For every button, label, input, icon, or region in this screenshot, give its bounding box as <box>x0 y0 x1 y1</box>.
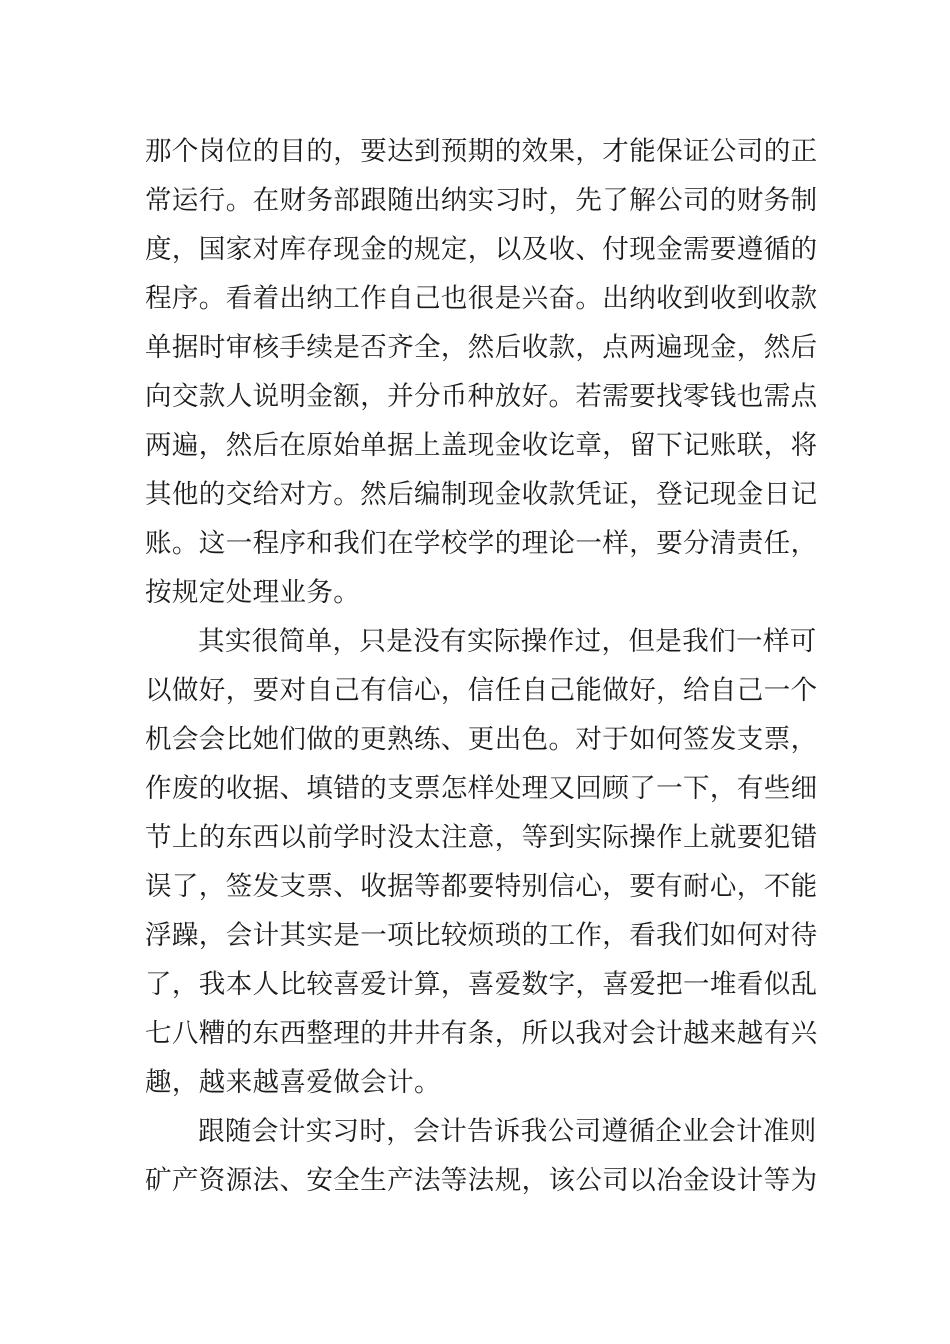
text-line: 作废的收据、填错的支票怎样处理又回顾了一下，有些细 <box>145 773 818 804</box>
paragraph-3 <box>145 1107 818 1205</box>
text-line: 七八糟的东西整理的井井有条，所以我对会计越来越有兴 <box>145 1018 818 1049</box>
text-line: 向交款人说明金额，并分币种放好。若需要找零钱也需点 <box>145 381 818 412</box>
text-line: 其实很简单，只是没有实际操作过，但是我们一样可 <box>198 626 817 657</box>
text-line: 节上的东西以前学时没太注意，等到实际操作上就要犯错 <box>145 822 818 853</box>
document-page <box>145 127 818 1205</box>
text-line: 两遍，然后在原始单据上盖现金收讫章，留下记账联，将 <box>145 430 818 461</box>
text-line: 跟随会计实习时，会计告诉我公司遵循企业会计准则 <box>198 1116 817 1147</box>
text-line: 其他的交给对方。然后编制现金收款凭证，登记现金日记 <box>145 479 818 510</box>
text-line: 趣，越来越喜爱做会计。 <box>145 1067 441 1098</box>
text-line: 了，我本人比较喜爱计算，喜爱数字，喜爱把一堆看似乱 <box>145 969 818 1000</box>
text-line: 那个岗位的目的，要达到预期的效果，才能保证公司的正 <box>145 136 818 167</box>
text-line: 误了，签发支票、收据等都要特别信心，要有耐心，不能 <box>145 871 818 902</box>
text-line: 浮躁，会计其实是一项比较烦琐的工作，看我们如何对待 <box>145 920 818 951</box>
text-line: 单据时审核手续是否齐全，然后收款，点两遍现金，然后 <box>145 332 818 363</box>
text-line: 常运行。在财务部跟随出纳实习时，先了解公司的财务制 <box>145 185 818 216</box>
text-line: 机会会比她们做的更熟练、更出色。对于如何签发支票， <box>145 724 818 755</box>
text-line: 度，国家对库存现金的规定，以及收、付现金需要遵循的 <box>145 234 818 265</box>
paragraph-1 <box>145 127 818 617</box>
text-line: 按规定处理业务。 <box>145 577 361 608</box>
text-line: 矿产资源法、安全生产法等法规，该公司以冶金设计等为 <box>145 1165 818 1196</box>
paragraph-2 <box>145 617 818 1107</box>
text-line: 以做好，要对自己有信心，信任自己能做好，给自己一个 <box>145 675 818 706</box>
text-line: 程序。看着出纳工作自己也很是兴奋。出纳收到收到收款 <box>145 283 818 314</box>
text-line: 账。这一程序和我们在学校学的理论一样，要分清责任， <box>145 528 818 559</box>
